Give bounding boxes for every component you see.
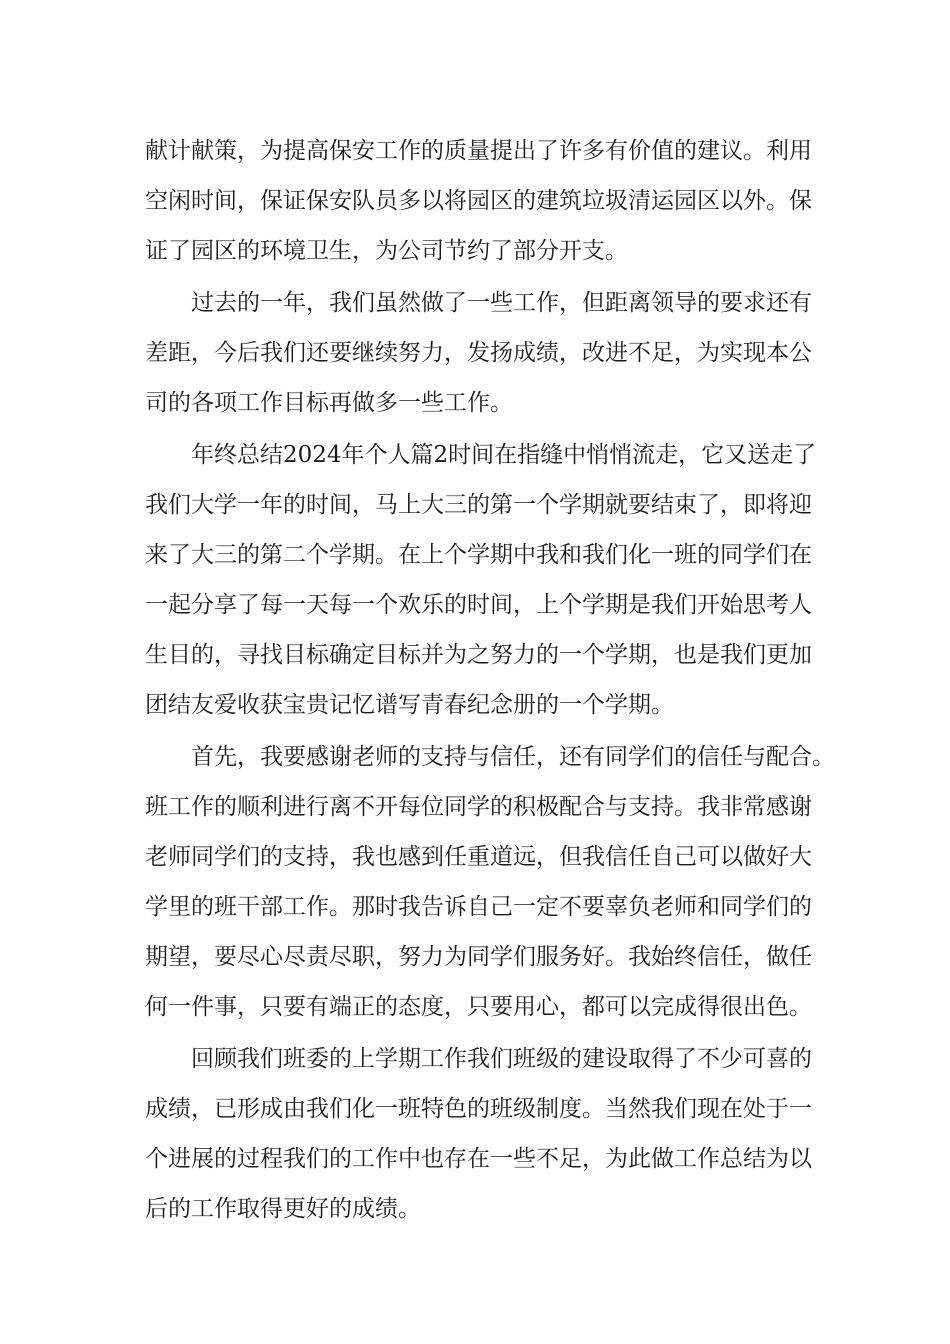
text-line: 个进展的过程我们的工作中也存在一些不足，为此做工作总结为以 [145,1146,812,1172]
document-body [145,126,835,1236]
text-line: 来了大三的第二个学期。在上个学期中我和我们化一班的同学们在 [145,542,812,568]
text-line: 空闲时间，保证保安队员多以将园区的建筑垃圾清运园区以外。保 [145,188,812,214]
text-line: 生目的，寻找目标确定目标并为之努力的一个学期，也是我们更加 [145,642,812,668]
text-line: 我们大学一年的时间，马上大三的第一个学期就要结束了，即将迎 [145,492,812,518]
text-line: 班工作的顺利进行离不开每位同学的积极配合与支持。我非常感谢 [145,794,812,820]
paragraph-4 [145,732,835,1032]
paragraph-5 [145,1034,810,1234]
text-line: 司的各项工作目标再做多一些工作。 [145,390,513,416]
text-line: 后的工作取得更好的成绩。 [145,1196,421,1222]
paragraph-1 [145,126,810,276]
text-line: 学里的班干部工作。那时我告诉自己一定不要辜负老师和同学们的 [145,894,812,920]
text-line: 何一件事，只要有端正的态度，只要用心，都可以完成得很出色。 [145,994,812,1020]
text-line: 献计献策，为提高保安工作的质量提出了许多有价值的建议。利用 [145,138,812,164]
text-line: 回顾我们班委的上学期工作我们班级的建设取得了不少可喜的 [191,1046,812,1072]
text-line: 老师同学们的支持，我也感到任重道远，但我信任自己可以做好大 [145,844,812,870]
text-line: 过去的一年，我们虽然做了一些工作，但距离领导的要求还有 [191,290,812,316]
text-line: 期望，要尽心尽责尽职，努力为同学们服务好。我始终信任，做任 [145,944,812,970]
text-line: 年终总结2024年个人篇2时间在指缝中悄悄流走，它又送走了 [191,442,817,468]
text-line: 一起分享了每一天每一个欢乐的时间，上个学期是我们开始思考人 [145,592,812,618]
text-line: 证了园区的环境卫生，为公司节约了部分开支。 [145,238,628,264]
paragraph-3 [145,430,817,730]
text-line: 首先，我要感谢老师的支持与信任，还有同学们的信任与配合。 [191,744,835,770]
paragraph-2 [145,278,810,428]
text-line: 差距，今后我们还要继续努力，发扬成绩，改进不足，为实现本公 [145,340,812,366]
text-line: 团结友爱收获宝贵记忆谱写青春纪念册的一个学期。 [145,692,674,718]
text-line: 成绩，已形成由我们化一班特色的班级制度。当然我们现在处于一 [145,1096,812,1122]
